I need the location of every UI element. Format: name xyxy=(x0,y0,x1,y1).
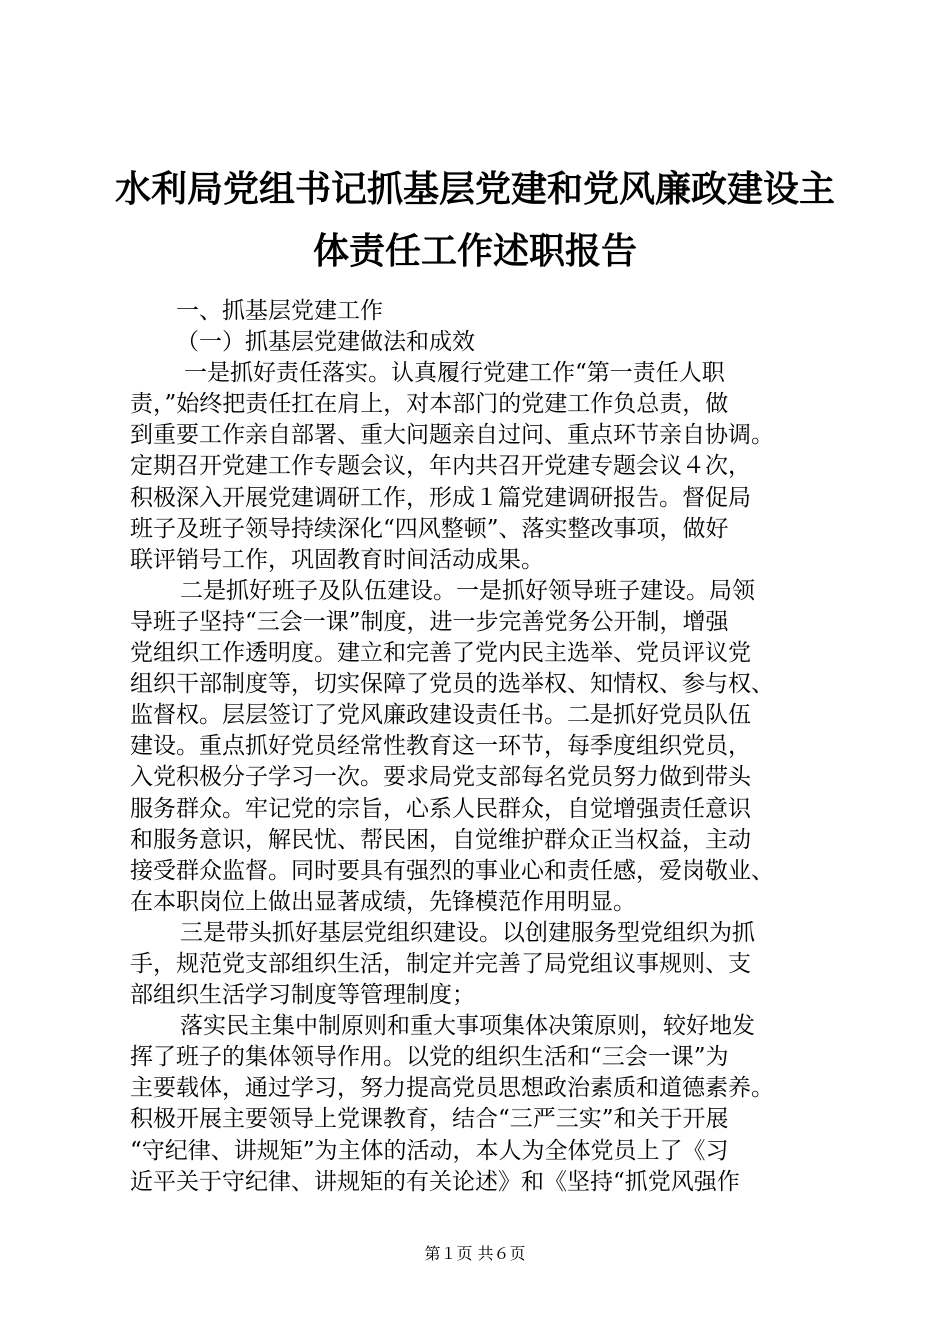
paragraph-line: 在本职岗位上做出显著成绩，先锋模范作用明显。 xyxy=(130,888,636,915)
paragraph-line: 联评销号工作，巩固教育时间活动成果。 xyxy=(130,546,544,573)
paragraph-line: 二是抓好班子及队伍建设。一是抓好领导班子建设。局领 xyxy=(180,577,755,604)
page-footer: 第１页 共６页 xyxy=(424,1244,526,1263)
paragraph-line: 积极深入开展党建调研工作，形成１篇党建调研报告。督促局 xyxy=(130,484,751,511)
paragraph-line: 导班子坚持“三会一课”制度，进一步完善党务公开制，增强 xyxy=(130,608,729,635)
paragraph-line: 和服务意识，解民忧、帮民困，自觉维护群众正当权益，主动 xyxy=(130,826,751,853)
paragraph-line: 落实民主集中制原则和重大事项集体决策原则，较好地发 xyxy=(180,1013,755,1040)
paragraph-line: 服务群众。牢记党的宗旨，心系人民群众，自觉增强责任意识 xyxy=(130,795,751,822)
paragraph-line: 近平关于守纪律、讲规矩的有关论述》和《坚持“抓党风强作 xyxy=(130,1168,740,1195)
paragraph-line: 挥了班子的集体领导作用。以党的组织生活和“三会一课”为 xyxy=(130,1044,729,1071)
paragraph-line: 接受群众监督。同时要具有强烈的事业心和责任感，爱岗敬业、 xyxy=(130,857,774,884)
paragraph-line: 党组织工作透明度。建立和完善了党内民主选举、党员评议党 xyxy=(130,640,751,667)
paragraph-line: 积极开展主要领导上党课教育，结合“三严三实”和关于开展 xyxy=(130,1106,729,1133)
section-heading: 一、抓基层党建工作 xyxy=(176,298,383,324)
paragraph-line: 一是抓好责任落实。认真履行党建工作“第一责任人职 xyxy=(184,360,725,387)
paragraph-line: 责，”始终把责任扛在肩上，对本部门的党建工作负总责，做 xyxy=(130,391,729,418)
paragraph-line: 监督权。层层签订了党风廉政建设责任书。二是抓好党员队伍 xyxy=(130,702,751,729)
paragraph-line: 三是带头抓好基层党组织建设。以创建服务型党组织为抓 xyxy=(180,919,755,946)
title-line-2: 体责任工作述职报告 xyxy=(312,230,637,272)
paragraph-line: 建设。重点抓好党员经常性教育这一环节，每季度组织党员， xyxy=(130,733,751,760)
paragraph-line: 到重要工作亲自部署、重大问题亲自过问、重点环节亲自协调。 xyxy=(130,422,774,449)
subsection-heading: （一）抓基层党建做法和成效 xyxy=(176,329,475,356)
paragraph-line: 手，规范党支部组织生活，制定并完善了局党组议事规则、支 xyxy=(130,950,751,977)
title-line-1: 水利局党组书记抓基层党建和党风廉政建设主 xyxy=(114,168,835,210)
paragraph-line: 定期召开党建工作专题会议，年内共召开党建专题会议４次， xyxy=(130,453,751,480)
paragraph-line: 部组织生活学习制度等管理制度； xyxy=(130,982,475,1009)
paragraph-line: 主要载体，通过学习，努力提高党员思想政治素质和道德素养。 xyxy=(130,1075,774,1102)
document-title xyxy=(110,158,840,282)
paragraph-line: 班子及班子领导持续深化“四风整顿”、落实整改事项，做好 xyxy=(130,515,729,542)
paragraph-line: “守纪律、讲规矩”为主体的活动，本人为全体党员上了《习 xyxy=(130,1137,729,1164)
document-body xyxy=(130,296,850,1198)
paragraph-line: 组织干部制度等，切实保障了党员的选举权、知情权、参与权、 xyxy=(130,671,774,698)
paragraph-line: 入党积极分子学习一次。要求局党支部每名党员努力做到带头 xyxy=(130,764,751,791)
